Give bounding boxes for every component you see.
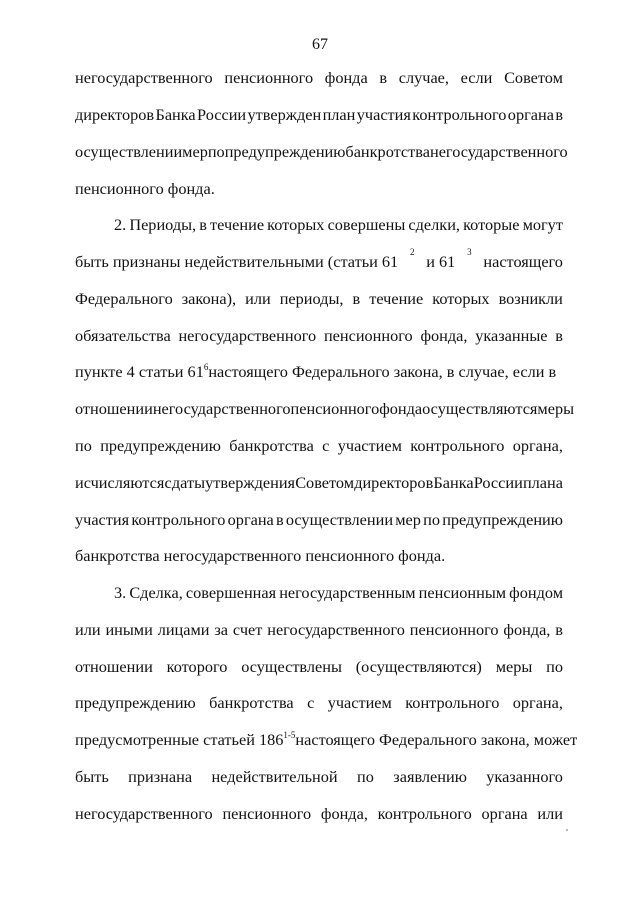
word: утвержден: [247, 105, 322, 124]
word: периоды,: [279, 289, 344, 308]
word: с: [307, 693, 315, 712]
text-line: банкротства негосударственного пенсионного фонда.: [75, 546, 446, 565]
word: осуществлены: [241, 657, 342, 676]
text-line: [75, 326, 563, 346]
word: или: [245, 289, 271, 308]
word: контрольного: [377, 804, 472, 823]
word: пенсионного: [290, 399, 380, 418]
word: недействительной: [211, 767, 338, 786]
word: если: [460, 68, 493, 87]
word: осуществлении: [75, 142, 183, 161]
word: в: [199, 215, 207, 234]
word: с: [322, 436, 330, 455]
word: обязательства: [75, 326, 171, 345]
word: пенсионного: [222, 804, 312, 823]
word: банкротства: [209, 693, 294, 712]
word: которые: [463, 215, 520, 234]
text-line: [75, 289, 563, 309]
word: утверждения: [205, 473, 296, 492]
text-line-with-superscript: [75, 730, 578, 750]
word: фонда: [324, 68, 368, 87]
word: контрольного: [405, 693, 500, 712]
word: Банка: [155, 105, 196, 124]
word: пенсионного: [323, 326, 413, 345]
word: по: [546, 657, 563, 676]
word: банкротства: [345, 142, 430, 161]
word: органа,: [512, 693, 563, 712]
word: негосударственного: [75, 804, 213, 823]
text-fragment: настоящего Федерального закона, в случае, если в: [208, 362, 557, 381]
word: течение: [210, 215, 265, 234]
word: негосударственного: [178, 326, 317, 345]
text-line: [114, 583, 563, 603]
word: негосударственного: [429, 142, 568, 161]
word: закона),: [181, 289, 237, 308]
text-fragment: предусмотренные статьей 186: [75, 730, 284, 749]
word: 3.: [114, 583, 127, 602]
superscript: 3: [467, 247, 472, 257]
word: по: [207, 142, 225, 161]
word: которых: [432, 289, 490, 308]
word: могут: [522, 215, 563, 234]
word: негосударственного: [75, 68, 213, 87]
word: контрольного: [131, 510, 226, 529]
word: фондом: [509, 583, 563, 602]
word: органа: [507, 105, 554, 124]
word: исчисляются: [75, 473, 165, 492]
word: плана: [522, 473, 563, 492]
word: участием: [327, 693, 392, 712]
word: совершенная: [185, 583, 277, 602]
text-line: [75, 105, 563, 125]
word: 2.: [114, 215, 127, 234]
word: иными: [105, 620, 153, 639]
word: негосударственным: [279, 583, 416, 602]
word: негосударственного: [267, 620, 405, 639]
word: в: [275, 510, 284, 529]
text-line: [75, 142, 568, 162]
word: осуществляются: [422, 399, 538, 418]
word: пенсионного: [409, 620, 499, 639]
word: мер: [395, 510, 421, 529]
page-number: 67: [312, 36, 328, 53]
text-fragment: настоящего: [483, 252, 563, 271]
word: в: [379, 68, 388, 87]
word: (осуществляются): [355, 657, 482, 676]
text-fragment: настоящего Федерального закона, может: [295, 730, 578, 749]
word: банкротства: [229, 436, 314, 455]
word: меры: [537, 399, 575, 418]
word: или: [537, 804, 563, 823]
word: предупреждению: [442, 510, 563, 529]
text-line: [75, 68, 563, 88]
word: заявлению: [393, 767, 467, 786]
word: случае,: [398, 68, 449, 87]
word: по: [357, 767, 374, 786]
word: течение: [369, 289, 424, 308]
word: осуществлении: [285, 510, 394, 529]
text-line: [75, 436, 563, 456]
word: участием: [337, 436, 402, 455]
word: органа: [227, 510, 274, 529]
word: отношении: [75, 657, 153, 676]
word: органа,: [512, 436, 563, 455]
text-line: [75, 657, 563, 677]
text-line: [75, 693, 563, 713]
word: Сделка,: [129, 583, 183, 602]
word: фонда: [379, 399, 423, 418]
text-line: [114, 215, 563, 235]
word: Советом: [295, 473, 355, 492]
word: негосударственного: [152, 399, 291, 418]
word: контрольного: [410, 436, 505, 455]
word: сделки,: [408, 215, 460, 234]
text-fragment: пункте 4 статьи 61: [75, 362, 204, 381]
word: органа: [481, 804, 528, 823]
word: предупреждению: [75, 693, 196, 712]
text-line: [75, 767, 563, 787]
word: за: [214, 620, 229, 639]
word: по: [75, 436, 92, 455]
text-line-with-superscripts: [75, 247, 563, 272]
word: в: [555, 620, 563, 639]
word: счет: [232, 620, 263, 639]
word: даты: [171, 473, 206, 492]
text-line: [75, 804, 563, 824]
word: с: [164, 473, 172, 492]
word: пенсионного: [224, 68, 314, 87]
text-line: пенсионного фонда.: [75, 179, 215, 198]
text-line: [75, 473, 563, 493]
word: быть: [75, 767, 109, 786]
superscript: 2: [409, 247, 415, 257]
word: директоров: [75, 105, 155, 124]
word: лицами: [157, 620, 210, 639]
word: совершены: [327, 215, 406, 234]
superscript: 1-5: [283, 730, 296, 740]
word: контрольного: [412, 105, 507, 124]
word: фонда,: [503, 620, 551, 639]
word: предупреждению: [224, 142, 346, 161]
word: или: [75, 620, 101, 639]
scan-speck: [566, 829, 568, 831]
word: в: [555, 326, 563, 345]
word: признана: [128, 767, 193, 786]
text-line: [75, 399, 575, 419]
word: меры: [495, 657, 533, 676]
word: план: [322, 105, 356, 124]
text-line: [75, 620, 563, 640]
text-line: [75, 510, 563, 530]
word: Федерального: [75, 289, 173, 308]
superscript: 6: [203, 362, 209, 372]
word: по: [423, 510, 440, 529]
word: указанные: [475, 326, 548, 345]
word: которого: [166, 657, 228, 676]
word: указанного: [486, 767, 563, 786]
word: директоров: [354, 473, 434, 492]
text-line-with-superscript: [75, 362, 563, 382]
word: в: [555, 105, 563, 124]
word: Советом: [504, 68, 563, 87]
text-fragment: и 61: [426, 252, 456, 271]
text-fragment: быть признаны недействительными (статьи 61: [75, 252, 399, 271]
word: фонда,: [320, 804, 368, 823]
word: участия: [356, 105, 411, 124]
word: которых: [267, 215, 325, 234]
word: Банка: [433, 473, 474, 492]
word: отношении: [75, 399, 153, 418]
word: предупреждению: [100, 436, 221, 455]
word: России: [197, 105, 247, 124]
word: пенсионным: [418, 583, 507, 602]
word: России: [473, 473, 523, 492]
word: участия: [75, 510, 130, 529]
word: возникли: [498, 289, 563, 308]
word: в: [352, 289, 361, 308]
word: Периоды,: [129, 215, 197, 234]
word: фонда,: [420, 326, 468, 345]
word: мер: [182, 142, 208, 161]
